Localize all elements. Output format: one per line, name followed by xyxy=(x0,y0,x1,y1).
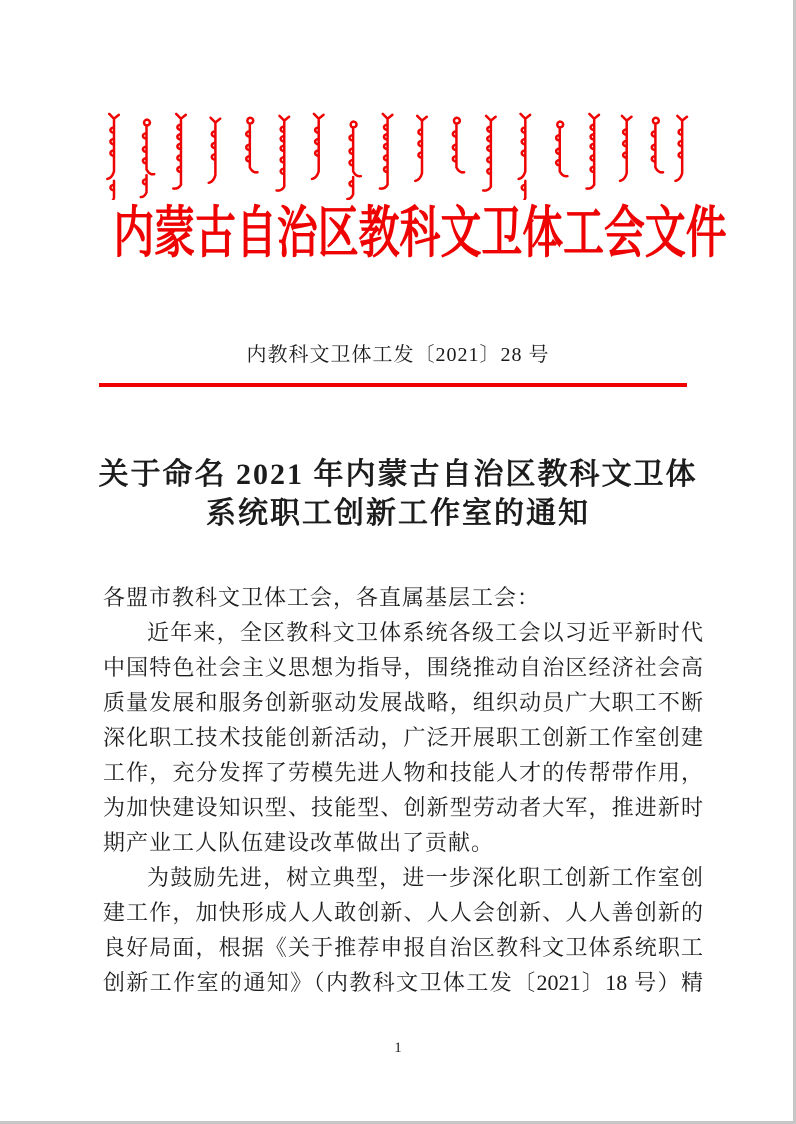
document-title-line2: 系统职工创新工作室的通知 xyxy=(206,497,590,530)
body-line: 中国特色社会主义思想为指导，围绕推动自治区经济社会高 xyxy=(103,655,703,680)
body-line: 良好局面，根据《关于推荐申报自治区教科文卫体系统职工 xyxy=(103,935,703,960)
red-divider-rule xyxy=(99,383,687,387)
masthead-org-title xyxy=(0,198,796,270)
masthead-org-title-text: 内蒙古自治区教科文卫体工会文件 xyxy=(113,203,727,265)
page-number: 1 xyxy=(394,1040,402,1056)
body-line: 为鼓励先进，树立典型，进一步深化职工创新工作室创 xyxy=(147,865,703,890)
body-line: 近年来，全区教科文卫体系统各级工会以习近平新时代 xyxy=(147,620,703,645)
body-line: 为加快建设知识型、技能型、创新型劳动者大军，推进新时 xyxy=(103,795,703,820)
document-body xyxy=(103,583,703,1003)
mongolian-script-banner xyxy=(94,112,706,200)
body-line: 建工作，加快形成人人敢创新、人人会创新、人人善创新的 xyxy=(103,900,703,925)
document-title xyxy=(0,455,796,533)
salutation: 各盟市教科文卫体工会，各直属基层工会： xyxy=(103,585,541,610)
doc-number: 内教科文卫体工发〔2021〕28 号 xyxy=(246,344,550,366)
body-line: 质量发展和服务创新驱动发展战略，组织动员广大职工不断 xyxy=(103,690,703,715)
body-line: 期产业工人队伍建设改革做出了贡献。 xyxy=(103,830,495,855)
body-line: 深化职工技术技能创新活动，广泛开展职工创新工作室创建 xyxy=(103,725,703,750)
body-line: 工作，充分发挥了劳模先进人物和技能人才的传帮带作用， xyxy=(103,760,703,785)
body-line: 创新工作室的通知》（内教科文卫体工发〔2021〕18 号）精 xyxy=(103,970,703,995)
document-title-line1: 关于命名 2021 年内蒙古自治区教科文卫体 xyxy=(98,458,698,491)
